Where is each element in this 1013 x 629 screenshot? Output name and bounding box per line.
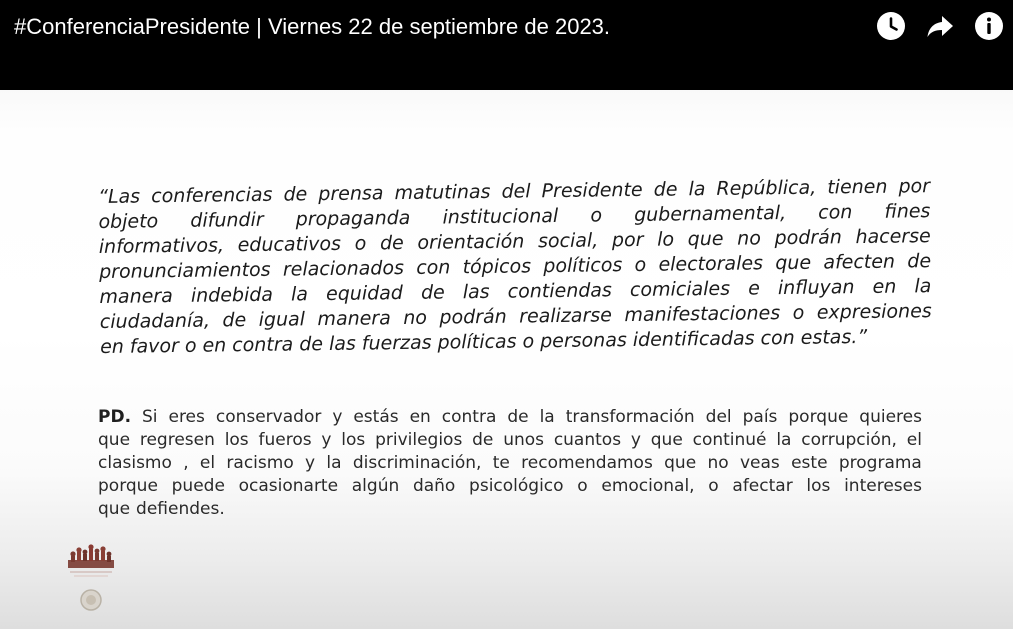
word: quieres — [859, 407, 922, 427]
word: Si — [142, 407, 158, 427]
word: orientación — [417, 230, 525, 254]
word: de — [283, 183, 308, 206]
share-button[interactable] — [915, 10, 964, 46]
word: de — [299, 333, 324, 356]
word: puede — [171, 476, 225, 496]
word: Presidente — [541, 178, 643, 203]
word: este — [791, 453, 828, 473]
word: o — [634, 253, 647, 276]
info-icon — [974, 11, 1004, 46]
word: y — [321, 430, 332, 450]
word: continué — [692, 430, 767, 450]
word: tienen — [827, 175, 888, 199]
word: privilegios — [375, 430, 463, 450]
word: informativos, — [98, 234, 225, 258]
word: favor — [129, 334, 180, 358]
word: los — [806, 476, 831, 496]
word: matutinas — [394, 180, 491, 205]
word: intereses — [844, 476, 922, 496]
word: de — [472, 430, 494, 450]
word: expresiones — [816, 300, 932, 324]
word: país — [742, 407, 778, 427]
word: no — [737, 227, 762, 250]
word: las — [462, 280, 490, 304]
word: discriminación, — [352, 453, 482, 473]
word: con — [416, 256, 451, 279]
player-top-bar — [0, 0, 1013, 90]
word: “Las — [98, 185, 141, 208]
word: programa — [838, 453, 922, 473]
word: afecten — [823, 250, 896, 274]
word: la — [290, 283, 309, 306]
pd-line — [98, 429, 922, 452]
word: lo — [656, 228, 675, 251]
pd-label: PD. — [98, 407, 132, 427]
word: corrupción, — [801, 430, 897, 450]
word: realizarse — [519, 304, 613, 328]
word: transformación — [565, 407, 695, 427]
word: manera — [317, 307, 391, 331]
watch-later-button[interactable] — [866, 10, 915, 46]
word: podrán — [774, 226, 842, 250]
word: del — [705, 407, 732, 427]
word: que — [98, 430, 131, 450]
pd-line — [98, 406, 922, 429]
word: por — [898, 175, 931, 198]
word: de — [222, 309, 247, 332]
word: en — [409, 407, 431, 427]
word: emocional, — [601, 476, 695, 496]
pd-line — [98, 475, 922, 498]
word: daño — [412, 476, 456, 496]
word: veas — [739, 453, 780, 473]
word: y — [332, 407, 343, 427]
word: el — [199, 453, 216, 473]
word: propaganda — [295, 206, 411, 231]
word: la — [326, 453, 342, 473]
word: hacerse — [855, 225, 931, 249]
word: que — [650, 430, 683, 450]
word: eres — [168, 407, 205, 427]
word: igual — [258, 308, 306, 331]
word: y — [305, 453, 316, 473]
word: educativos — [237, 232, 342, 257]
pd-block — [98, 406, 922, 521]
word: que — [687, 227, 724, 251]
word: tópicos — [462, 255, 532, 279]
word: difundir — [190, 208, 264, 232]
word: contra — [232, 333, 294, 357]
word: , — [183, 453, 189, 473]
word: o — [354, 232, 367, 255]
word: contra — [441, 407, 497, 427]
word: que — [775, 251, 812, 275]
word: la — [539, 407, 555, 427]
word: cuantos — [553, 430, 622, 450]
word: indebida — [190, 283, 274, 307]
word: identificadas — [632, 327, 755, 352]
word: políticos — [543, 254, 623, 278]
word: conferencias — [151, 183, 273, 208]
word: la — [776, 430, 792, 450]
word: o — [184, 334, 197, 357]
word: en — [202, 334, 227, 357]
word: regresen — [139, 430, 215, 450]
word: estás — [353, 407, 399, 427]
word: con — [760, 326, 795, 350]
word: República, — [716, 176, 817, 200]
word: con — [818, 201, 853, 224]
word: social, — [537, 229, 599, 253]
coat-of-arms-icon — [81, 590, 101, 610]
word: defiendes. — [136, 499, 225, 519]
word: contiendas — [507, 279, 613, 303]
word: la — [914, 275, 932, 298]
word: afectar — [732, 476, 793, 496]
word: o — [522, 330, 535, 353]
word: de — [420, 281, 445, 304]
word: o — [590, 204, 603, 227]
word: relacionados — [282, 257, 405, 281]
word: psicológico — [469, 476, 564, 496]
word: pronunciamientos — [98, 258, 271, 283]
quote-block — [98, 174, 932, 360]
word: las — [328, 332, 356, 355]
word: influyan — [777, 276, 855, 300]
word: manifestaciones — [624, 302, 781, 327]
word: porque — [788, 407, 849, 427]
word: gubernamental, — [633, 201, 787, 226]
word: ciudadanía, — [99, 309, 211, 333]
word: los — [224, 430, 249, 450]
word: e — [747, 277, 760, 300]
word: del — [501, 180, 531, 203]
word: de — [907, 250, 932, 273]
word: los — [341, 430, 366, 450]
word: podrán — [439, 305, 507, 329]
word: el — [906, 430, 922, 450]
word: objeto — [98, 210, 159, 233]
top-actions — [866, 10, 1013, 46]
word: manera — [99, 285, 173, 308]
word: estas.” — [800, 325, 868, 349]
word: institucional — [442, 204, 559, 229]
info-button[interactable] — [964, 10, 1013, 46]
share-arrow-icon — [925, 11, 955, 46]
pd-line — [98, 452, 922, 475]
word: o — [577, 476, 588, 496]
word: de — [507, 407, 529, 427]
word: de — [379, 232, 404, 255]
word: te — [492, 453, 510, 473]
word: porque — [98, 476, 158, 496]
word: en — [872, 275, 897, 298]
pd-line — [98, 498, 922, 521]
presidency-logo — [64, 538, 118, 618]
word: que — [664, 453, 697, 473]
word: o — [708, 476, 719, 496]
word: no — [403, 306, 428, 330]
heroes-logo-icon — [68, 544, 114, 577]
word: o — [792, 301, 805, 324]
word: en — [99, 335, 124, 358]
word: clasismo — [98, 453, 172, 473]
video-frame[interactable] — [0, 90, 1013, 629]
word: comiciales — [629, 277, 731, 302]
word: equidad — [325, 282, 404, 306]
word: por — [611, 228, 644, 252]
word: racismo — [226, 453, 294, 473]
word: ocasionarte — [238, 476, 339, 496]
word: electorales — [658, 252, 764, 276]
word: prensa — [318, 182, 384, 206]
word: la — [688, 178, 706, 201]
word: y — [630, 430, 641, 450]
word: personas — [540, 329, 627, 353]
word: fuerzas — [361, 331, 432, 355]
clock-icon — [876, 11, 906, 46]
word: políticas — [437, 330, 517, 354]
word: no — [707, 453, 729, 473]
word: algún — [351, 476, 400, 496]
video-title[interactable]: #ConferenciaPresidente | Viernes 22 de septiembre de 2023. — [14, 14, 611, 39]
word: fines — [884, 200, 931, 223]
word: recomendamos — [521, 453, 653, 473]
word: fueros — [258, 430, 312, 450]
word: unos — [503, 430, 544, 450]
word: que — [98, 499, 131, 519]
word: conservador — [215, 407, 322, 427]
word: de — [653, 178, 678, 201]
